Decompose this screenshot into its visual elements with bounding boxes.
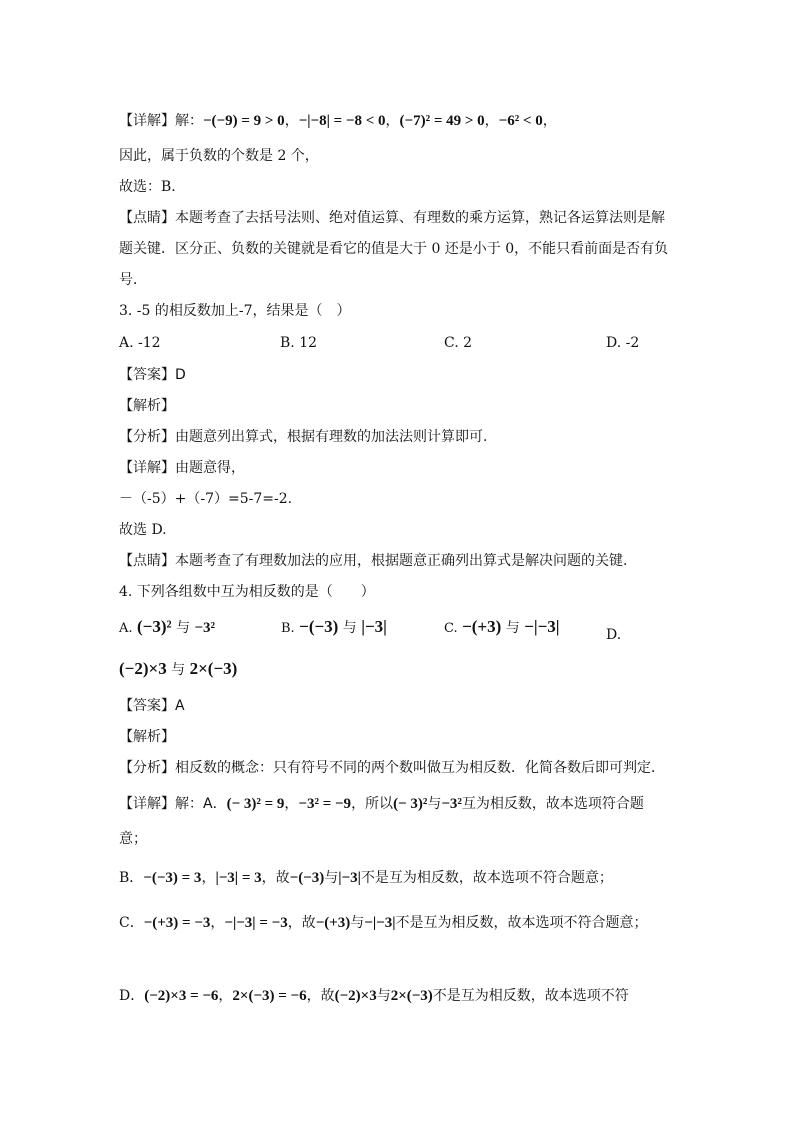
text-line bbox=[119, 551, 627, 571]
text-line bbox=[119, 146, 319, 166]
math-expression: (−2)×3 = −6 bbox=[144, 988, 219, 1004]
q4-option-a-end: −3² bbox=[194, 620, 216, 636]
math-expression: (− 3)² bbox=[393, 796, 428, 812]
q4-option-d-mid: 与 bbox=[171, 662, 186, 678]
text-line bbox=[119, 208, 665, 228]
text-run: 【分析】由题意列出算式，根据有理数的加法法则计算即可. bbox=[119, 429, 488, 445]
text-run: ， bbox=[484, 113, 499, 129]
text-line bbox=[119, 458, 245, 478]
text-run: 不是互为相反数，故本选项不符 bbox=[432, 988, 629, 1004]
text-run: 【详解】解：A． bbox=[119, 796, 227, 812]
text-run: ， bbox=[201, 870, 216, 886]
text-line bbox=[119, 239, 668, 259]
math-expression: −(+3) = −3 bbox=[143, 915, 211, 931]
text-line bbox=[119, 986, 629, 1006]
text-run: 【解析】 bbox=[119, 398, 175, 414]
q3-option-d: D. -2 bbox=[606, 335, 640, 351]
q4-option-a bbox=[119, 617, 215, 639]
q4-option-a-mid: 与 bbox=[176, 620, 191, 636]
q4-option-a-label: A. bbox=[119, 621, 133, 636]
math-expression: −6² < 0 bbox=[498, 113, 543, 129]
math-expression: 2×(−3) bbox=[390, 988, 433, 1004]
text-run: 故选：B． bbox=[119, 179, 186, 195]
math-expression: −|−3| = −3 bbox=[224, 915, 288, 931]
text-run: 【解析】 bbox=[119, 729, 175, 745]
text-run: ， bbox=[210, 915, 225, 931]
q4-option-d bbox=[119, 659, 237, 680]
q4-option-b-end: |−3| bbox=[361, 617, 387, 636]
q3-option-b: B. 12 bbox=[280, 335, 318, 351]
text-line bbox=[119, 727, 175, 747]
text-line bbox=[119, 696, 185, 716]
text-line bbox=[119, 794, 644, 814]
text-run: 与 bbox=[324, 870, 339, 886]
text-run: －（-5）+（-7）=5-7=-2. bbox=[119, 491, 293, 507]
text-run: 4. 下列各组数中互为相反数的是（ ） bbox=[119, 584, 375, 600]
text-run: 【详解】解： bbox=[119, 113, 203, 129]
text-run: ，故 bbox=[306, 988, 335, 1004]
q4-option-c bbox=[444, 617, 560, 639]
q4-option-c-mid: 与 bbox=[505, 620, 520, 636]
text-line bbox=[119, 427, 487, 447]
text-run: B． bbox=[119, 870, 144, 886]
math-expression: |−3| = 3 bbox=[215, 870, 262, 886]
text-run: D． bbox=[119, 988, 145, 1004]
text-run: 题关键．区分正、负数的关键就是看它的值是大于 0 还是小于 0，不能只看前面是否有负 bbox=[119, 241, 669, 257]
text-run: 3. -5 的相反数加上-7，结果是（ ） bbox=[119, 303, 351, 319]
text-run: ， bbox=[284, 113, 299, 129]
text-run: 【答案】D bbox=[119, 367, 186, 383]
text-run: 与 bbox=[427, 796, 442, 812]
text-run: 与 bbox=[376, 988, 391, 1004]
text-run: C． bbox=[119, 915, 144, 931]
text-line bbox=[119, 758, 665, 778]
text-run: ， bbox=[218, 988, 233, 1004]
text-line bbox=[119, 913, 648, 933]
text-run: 故选 D. bbox=[119, 522, 167, 538]
text-run: 因此，属于负数的个数是 2 个， bbox=[119, 148, 319, 164]
q4-option-a-expr: (−3)² bbox=[136, 617, 172, 636]
text-line bbox=[119, 829, 147, 849]
math-expression: |−3| bbox=[338, 870, 361, 886]
text-line bbox=[119, 301, 351, 321]
text-run: 互为相反数，故本选项符合题 bbox=[461, 796, 644, 812]
math-expression: −|−8| = −8 < 0 bbox=[298, 113, 386, 129]
text-line bbox=[119, 396, 175, 416]
q4-option-b bbox=[281, 617, 387, 639]
q4-option-c-expr: −(+3) bbox=[462, 617, 502, 636]
q4-option-d-end: 2×(−3) bbox=[189, 659, 238, 678]
text-run: 不是互为相反数，故本选项不符合题意； bbox=[360, 870, 613, 886]
q4-option-b-expr: −(−3) bbox=[299, 617, 339, 636]
text-run: 【答案】A bbox=[119, 698, 185, 714]
math-expression: −3² bbox=[441, 796, 462, 812]
q4-option-d-expr: (−2)×3 bbox=[119, 659, 167, 678]
text-run: ， bbox=[542, 113, 557, 129]
q4-option-c-end: −|−3| bbox=[524, 617, 560, 636]
math-expression: −3² = −9 bbox=[298, 796, 352, 812]
text-line bbox=[119, 365, 186, 385]
q3-option-a: A. -12 bbox=[119, 335, 161, 351]
text-line bbox=[119, 582, 375, 602]
text-line bbox=[119, 868, 613, 888]
math-expression: 2×(−3) = −6 bbox=[232, 988, 307, 1004]
math-expression: −(−3) bbox=[289, 870, 325, 886]
text-line bbox=[119, 177, 185, 197]
math-expression: −(−9) = 9 > 0 bbox=[203, 113, 285, 129]
q3-option-c: C. 2 bbox=[444, 335, 473, 351]
text-run: ，故 bbox=[261, 870, 290, 886]
math-expression: −|−3| bbox=[364, 915, 396, 931]
text-line bbox=[119, 489, 292, 509]
text-run: 号． bbox=[119, 272, 147, 288]
text-run: 【分析】相反数的概念：只有符号不同的两个数叫做互为相反数．化简各数后即可判定． bbox=[119, 760, 665, 776]
text-run: 不是互为相反数，故本选项不符合题意； bbox=[395, 915, 648, 931]
text-run: ， bbox=[284, 796, 299, 812]
math-expression: −(+3) bbox=[315, 915, 351, 931]
text-run: 【点睛】本题考查了有理数加法的应用，根据题意正确列出算式是解决问题的关键. bbox=[119, 553, 628, 569]
q4-option-b-mid: 与 bbox=[342, 620, 357, 636]
math-expression: (−7)² = 49 > 0 bbox=[399, 113, 485, 129]
math-expression: (−2)×3 bbox=[334, 988, 377, 1004]
q4-option-b-label: B. bbox=[281, 621, 295, 636]
math-expression: (− 3)² = 9 bbox=[226, 796, 285, 812]
text-line bbox=[119, 520, 167, 540]
text-run: 【详解】由题意得， bbox=[119, 460, 245, 476]
text-run: ， bbox=[385, 113, 400, 129]
text-run: 【点睛】本题考查了去括号法则、绝对值运算、有理数的乘方运算，熟记各运算法则是解 bbox=[119, 210, 665, 226]
text-run: ，故 bbox=[287, 915, 316, 931]
text-line bbox=[119, 270, 147, 290]
q4-option-c-label: C. bbox=[444, 621, 458, 636]
text-run: ，所以 bbox=[351, 796, 394, 812]
q4-option-d-label: D. bbox=[606, 627, 622, 643]
text-line bbox=[119, 111, 557, 131]
text-run: 与 bbox=[350, 915, 365, 931]
text-run: 意； bbox=[119, 831, 147, 847]
math-expression: −(−3) = 3 bbox=[143, 870, 202, 886]
